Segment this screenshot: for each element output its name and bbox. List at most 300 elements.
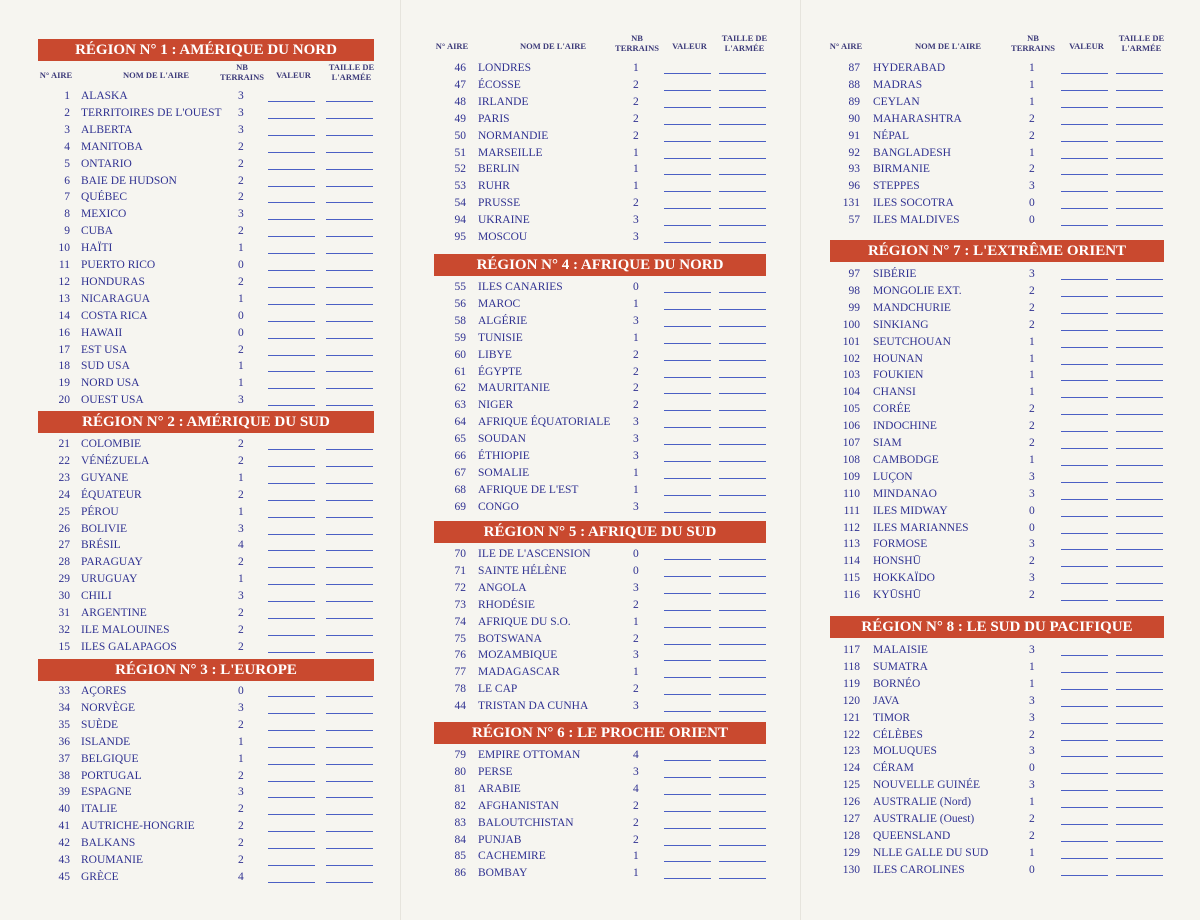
valeur-blank[interactable] (1061, 533, 1108, 534)
area-name: ILES CANARIES (478, 281, 563, 293)
area-name: HYDERABAD (873, 62, 946, 74)
terrain-count: 2 (633, 95, 639, 108)
area-name: MAURITANIE (478, 382, 550, 395)
area-number: 20 (58, 394, 70, 407)
terrain-count: 1 (1029, 453, 1035, 466)
area-name: UKRAINE (478, 214, 530, 227)
terrain-count: 1 (633, 297, 639, 310)
valeur-blank[interactable] (1061, 465, 1108, 466)
taille-armee-blank[interactable] (719, 627, 766, 628)
area-name: HOUNAN (873, 352, 923, 365)
terrain-count: 1 (1029, 677, 1035, 690)
area-number: 84 (454, 833, 466, 846)
terrain-count: 2 (633, 598, 639, 611)
area-number: 122 (842, 728, 860, 741)
terrain-count: 1 (1029, 386, 1035, 399)
area-name: BERLIN (478, 163, 520, 176)
taille-armee-blank[interactable] (1116, 414, 1163, 415)
area-number: 2 (64, 106, 70, 119)
area-row (0, 60, 1200, 77)
taille-armee-blank[interactable] (1116, 330, 1163, 331)
valeur-blank[interactable] (1061, 790, 1108, 791)
area-number: 118 (843, 660, 860, 673)
valeur-blank[interactable] (1061, 158, 1108, 159)
terrain-count: 3 (633, 649, 639, 662)
terrain-count: 2 (238, 174, 244, 187)
terrain-count: 1 (1029, 62, 1035, 74)
terrain-count: 1 (238, 292, 244, 305)
area-name: ILE MALOUINES (81, 623, 170, 636)
area-name: COLOMBIE (81, 438, 142, 450)
area-name: MARSEILLE (478, 146, 543, 159)
area-name: BELGIQUE (81, 752, 139, 765)
area-number: 30 (58, 590, 70, 603)
terrain-count: 1 (633, 180, 639, 193)
valeur-blank[interactable] (1061, 380, 1108, 381)
area-number: 35 (58, 718, 70, 731)
area-name: BOTSWANA (478, 632, 542, 645)
terrain-count: 1 (1029, 146, 1035, 159)
area-number: 63 (454, 399, 466, 412)
taille-armee-blank[interactable] (326, 253, 373, 254)
terrain-count: 2 (238, 803, 244, 816)
terrain-count: 4 (238, 539, 244, 552)
area-name: MAROC (478, 297, 521, 310)
area-row (0, 500, 1200, 520)
area-number: 19 (58, 377, 70, 390)
area-name: ILES GALAPAGOS (81, 640, 177, 653)
area-name: ROUMANIE (81, 854, 143, 866)
taille-armee-blank[interactable] (1116, 347, 1163, 348)
valeur-blank[interactable] (1061, 414, 1108, 415)
terrain-count: 4 (238, 870, 244, 883)
area-name: AFRIQUE DE L'EST (478, 483, 579, 496)
valeur-blank[interactable] (1061, 296, 1108, 297)
area-name: MANDCHURIE (873, 301, 951, 314)
area-name: CACHEMIRE (478, 850, 546, 863)
valeur-blank[interactable] (1061, 347, 1108, 348)
terrain-count: 2 (238, 438, 244, 450)
valeur-blank[interactable] (1061, 73, 1108, 74)
terrain-count: 2 (238, 769, 244, 782)
taille-armee-blank[interactable] (1116, 875, 1163, 876)
area-name: NÉPAL (873, 129, 909, 142)
header-taille: TAILLE DE L'ARMÉE (1118, 33, 1165, 53)
valeur-blank[interactable] (1061, 583, 1108, 584)
taille-armee-blank[interactable] (1116, 296, 1163, 297)
terrain-count: 1 (633, 331, 639, 344)
area-row (0, 520, 1200, 537)
area-number: 129 (842, 846, 860, 859)
area-row (0, 659, 1200, 679)
valeur-blank[interactable] (1061, 841, 1108, 842)
valeur-blank[interactable] (1061, 174, 1108, 175)
area-name: PARIS (478, 112, 510, 125)
area-number: 61 (454, 365, 466, 378)
area-number: 60 (454, 348, 466, 361)
taille-armee-blank[interactable] (1116, 740, 1163, 741)
header-name: NOM DE L'AIRE (914, 41, 982, 51)
taille-armee-blank[interactable] (1116, 124, 1163, 125)
taille-armee-blank[interactable] (1116, 174, 1163, 175)
area-name: SUMATRA (873, 660, 928, 673)
area-number: 21 (58, 438, 70, 450)
taille-armee-blank[interactable] (1116, 225, 1163, 226)
area-name: CUBA (81, 225, 113, 238)
taille-armee-blank[interactable] (1116, 431, 1163, 432)
valeur-blank[interactable] (664, 627, 711, 628)
terrain-count: 0 (1029, 197, 1035, 210)
valeur-blank[interactable] (1061, 858, 1108, 859)
terrain-count: 1 (1029, 660, 1035, 673)
area-number: 124 (842, 762, 860, 775)
area-name: URUGUAY (81, 573, 138, 586)
area-name: RHODÉSIE (478, 598, 535, 611)
area-row (0, 570, 1200, 587)
terrain-count: 1 (633, 62, 639, 74)
terrain-count: 2 (1029, 403, 1035, 416)
terrain-count: 3 (1029, 268, 1035, 280)
terrain-count: 3 (238, 590, 244, 603)
terrain-count: 2 (633, 683, 639, 696)
valeur-blank[interactable] (1061, 90, 1108, 91)
valeur-blank[interactable] (1061, 330, 1108, 331)
area-number: 9 (64, 225, 70, 238)
taille-armee-blank[interactable] (1116, 73, 1163, 74)
taille-armee-blank[interactable] (1116, 790, 1163, 791)
valeur-blank[interactable] (1061, 566, 1108, 567)
terrain-count: 3 (633, 700, 639, 713)
area-name: SEUTCHOUAN (873, 335, 951, 348)
taille-armee-blank[interactable] (1116, 158, 1163, 159)
taille-armee-blank[interactable] (1116, 807, 1163, 808)
terrain-count: 0 (1029, 214, 1035, 227)
valeur-blank[interactable] (1061, 107, 1108, 108)
area-number: 91 (848, 129, 860, 142)
valeur-blank[interactable] (1061, 482, 1108, 483)
valeur-blank[interactable] (1061, 431, 1108, 432)
taille-armee-blank[interactable] (719, 610, 766, 611)
area-name: MADAGASCAR (478, 666, 560, 679)
area-number: 25 (58, 505, 70, 518)
taille-armee-blank[interactable] (1116, 566, 1163, 567)
header-name: NOM DE L'AIRE (519, 41, 587, 51)
area-row (0, 178, 1200, 195)
area-name: ARABIE (478, 782, 521, 795)
taille-armee-blank[interactable] (1116, 448, 1163, 449)
area-number: 13 (58, 292, 70, 305)
taille-armee-blank[interactable] (1116, 141, 1163, 142)
area-name: AUSTRALIE (Nord) (873, 796, 972, 809)
region-banner: RÉGION N° 1 : AMÉRIQUE DU NORD (38, 39, 374, 61)
area-number: 77 (454, 666, 466, 679)
header-nb: NB TERRAINS (615, 33, 659, 53)
taille-armee-blank[interactable] (719, 242, 766, 243)
terrain-count: 2 (238, 623, 244, 636)
area-name: ÉGYPTE (478, 365, 523, 378)
valeur-blank[interactable] (1061, 824, 1108, 825)
area-name: SINKIANG (873, 318, 929, 331)
terrain-count: 1 (1029, 369, 1035, 382)
terrain-count: 1 (633, 615, 639, 628)
valeur-blank[interactable] (1061, 364, 1108, 365)
area-row (0, 266, 1200, 283)
terrain-count: 2 (238, 718, 244, 731)
taille-armee-blank[interactable] (1116, 313, 1163, 314)
valeur-blank[interactable] (1061, 191, 1108, 192)
area-name: MOLUQUES (873, 745, 937, 758)
valeur-blank[interactable] (1061, 448, 1108, 449)
terrain-count: 3 (1029, 180, 1035, 193)
area-name: NIGER (478, 399, 514, 412)
area-number: 29 (58, 573, 70, 586)
header-nb: NB TERRAINS (1011, 33, 1055, 53)
taille-armee-blank[interactable] (1116, 549, 1163, 550)
terrain-count: 3 (1029, 487, 1035, 500)
terrain-count: 1 (633, 850, 639, 863)
taille-armee-blank[interactable] (1116, 858, 1163, 859)
terrain-count: 3 (238, 394, 244, 407)
valeur-blank[interactable] (1061, 689, 1108, 690)
area-number: 116 (843, 589, 860, 602)
terrain-count: 3 (633, 433, 639, 446)
area-row (0, 367, 1200, 384)
area-number: 12 (58, 275, 70, 288)
area-name: QUEENSLAND (873, 829, 951, 842)
area-name: CHILI (81, 590, 112, 603)
terrain-count: 2 (633, 833, 639, 846)
area-row (0, 111, 1200, 128)
area-number: 18 (58, 360, 70, 373)
area-name: PÉROU (81, 505, 119, 518)
area-name: BOLIVIE (81, 522, 127, 535)
area-number: 36 (58, 735, 70, 748)
terrain-count: 3 (238, 106, 244, 119)
area-name: ILES MIDWAY (873, 504, 948, 517)
area-name: MONGOLIE EXT. (873, 284, 962, 297)
terrain-count: 1 (1029, 352, 1035, 365)
valeur-blank[interactable] (1061, 549, 1108, 550)
terrain-count: 2 (1029, 437, 1035, 449)
terrain-count: 2 (238, 140, 244, 153)
valeur-blank[interactable] (664, 610, 711, 611)
area-number: 45 (58, 870, 70, 883)
area-number: 6 (64, 174, 70, 187)
taille-armee-blank[interactable] (1116, 482, 1163, 483)
taille-armee-blank[interactable] (1116, 499, 1163, 500)
valeur-blank[interactable] (1061, 740, 1108, 741)
area-number: 127 (842, 813, 860, 825)
taille-armee-blank[interactable] (1116, 380, 1163, 381)
area-number: 62 (454, 382, 466, 395)
taille-armee-blank[interactable] (1116, 841, 1163, 842)
area-name: VÉNÉZUELA (81, 454, 150, 467)
area-number: 37 (58, 752, 70, 765)
area-row (0, 828, 1200, 845)
area-name: HONDURAS (81, 275, 145, 288)
area-name: CORÉE (873, 403, 911, 416)
valeur-blank[interactable] (1061, 807, 1108, 808)
area-row (0, 435, 1200, 452)
area-name: PORTUGAL (81, 769, 142, 782)
area-number: 114 (843, 555, 860, 568)
region-banner: RÉGION N° 5 : AFRIQUE DU SUD (434, 521, 766, 543)
area-number: 3 (64, 123, 70, 136)
terrain-count: 2 (238, 225, 244, 238)
area-name: BANGLADESH (873, 146, 951, 159)
valeur-blank[interactable] (1061, 124, 1108, 125)
area-name: TIMOR (873, 711, 911, 724)
terrain-count: 0 (1029, 863, 1035, 876)
area-number: 87 (848, 62, 860, 74)
area-name: MANITOBA (81, 140, 143, 153)
region-banner: RÉGION N° 6 : LE PROCHE ORIENT (434, 722, 766, 744)
terrain-count: 3 (633, 450, 639, 462)
area-name: FORMOSE (873, 538, 928, 551)
terrain-count: 2 (238, 837, 244, 850)
area-row (0, 587, 1200, 604)
area-number: 49 (454, 112, 466, 125)
area-number: 1 (64, 90, 70, 102)
taille-armee-blank[interactable] (1116, 824, 1163, 825)
terrain-count: 2 (1029, 555, 1035, 568)
area-row (0, 77, 1200, 94)
taille-armee-blank[interactable] (1116, 279, 1163, 280)
area-row (0, 145, 1200, 162)
area-name: FOUKIEN (873, 369, 924, 382)
header-num: N° AIRE (39, 70, 73, 80)
area-name: ALGÉRIE (478, 314, 528, 327)
valeur-blank[interactable] (1061, 279, 1108, 280)
terrain-count: 2 (1029, 112, 1035, 125)
terrain-count: 3 (1029, 694, 1035, 707)
valeur-blank[interactable] (1061, 313, 1108, 314)
area-name: CÉLÈBES (873, 728, 923, 741)
taille-armee-blank[interactable] (1116, 723, 1163, 724)
area-number: 107 (842, 437, 860, 449)
terrain-count: 1 (238, 471, 244, 484)
terrain-count: 1 (1029, 796, 1035, 809)
terrain-count: 0 (633, 548, 639, 560)
area-number: 74 (454, 615, 466, 628)
area-name: ISLANDE (81, 735, 131, 748)
valeur-blank[interactable] (1061, 208, 1108, 209)
valeur-blank[interactable] (1061, 756, 1108, 757)
valeur-blank[interactable] (1061, 655, 1108, 656)
area-number: 130 (842, 863, 860, 876)
valeur-blank[interactable] (1061, 141, 1108, 142)
taille-armee-blank[interactable] (1116, 107, 1163, 108)
taille-armee-blank[interactable] (1116, 583, 1163, 584)
terrain-count: 1 (238, 505, 244, 518)
area-name: LE CAP (478, 683, 518, 696)
area-name: HAWAII (81, 326, 123, 339)
taille-armee-blank[interactable] (1116, 191, 1163, 192)
area-name: SIAM (873, 437, 902, 449)
taille-armee-blank[interactable] (1116, 397, 1163, 398)
terrain-count: 1 (633, 666, 639, 679)
area-name: ALBERTA (81, 123, 133, 136)
area-number: 101 (842, 335, 860, 348)
area-name: ANGOLA (478, 581, 527, 594)
taille-armee-blank[interactable] (1116, 756, 1163, 757)
valeur-blank[interactable] (1061, 723, 1108, 724)
valeur-blank[interactable] (1061, 225, 1108, 226)
area-number: 103 (842, 369, 860, 382)
area-name: AFRIQUE DU S.O. (478, 615, 571, 628)
taille-armee-blank[interactable] (1116, 90, 1163, 91)
valeur-blank[interactable] (1061, 516, 1108, 517)
area-number: 22 (58, 454, 70, 467)
area-name: SIBÉRIE (873, 268, 917, 280)
valeur-blank[interactable] (1061, 397, 1108, 398)
valeur-blank[interactable] (1061, 773, 1108, 774)
region-banner: RÉGION N° 2 : AMÉRIQUE DU SUD (38, 411, 374, 433)
terrain-count: 2 (238, 275, 244, 288)
taille-armee-blank[interactable] (1116, 600, 1163, 601)
terrain-count: 1 (633, 867, 639, 880)
area-number: 68 (454, 483, 466, 496)
area-name: ILES CAROLINES (873, 863, 965, 876)
area-number: 125 (842, 779, 860, 792)
area-number: 44 (454, 700, 466, 713)
area-number: 131 (842, 197, 860, 210)
valeur-blank[interactable] (1061, 875, 1108, 876)
taille-armee-blank[interactable] (1116, 516, 1163, 517)
header-valeur: VALEUR (1069, 41, 1104, 51)
taille-armee-blank[interactable] (1116, 672, 1163, 673)
area-row (0, 212, 1200, 229)
taille-armee-blank[interactable] (1116, 533, 1163, 534)
area-row (0, 642, 1200, 662)
taille-armee-blank[interactable] (1116, 208, 1163, 209)
area-row (0, 384, 1200, 401)
valeur-blank[interactable] (1061, 706, 1108, 707)
valeur-blank[interactable] (664, 242, 711, 243)
taille-armee-blank[interactable] (1116, 465, 1163, 466)
terrain-count: 1 (238, 360, 244, 373)
valeur-blank[interactable] (268, 253, 315, 254)
area-name: MAHARASHTRA (873, 112, 962, 125)
terrain-count: 3 (633, 231, 639, 243)
terrain-count: 2 (238, 454, 244, 467)
area-name: NORMANDIE (478, 129, 549, 142)
area-name: JAVA (873, 694, 900, 707)
area-name: CAMBODGE (873, 453, 939, 466)
valeur-blank[interactable] (1061, 499, 1108, 500)
taille-armee-blank[interactable] (1116, 689, 1163, 690)
valeur-blank[interactable] (1061, 672, 1108, 673)
taille-armee-blank[interactable] (1116, 706, 1163, 707)
terrain-count: 3 (1029, 745, 1035, 758)
area-number: 72 (454, 581, 466, 594)
area-name: ILE DE L'ASCENSION (478, 548, 591, 560)
area-name: MALAISIE (873, 644, 928, 656)
valeur-blank[interactable] (1061, 600, 1108, 601)
area-row (0, 553, 1200, 570)
area-number: 10 (58, 242, 70, 255)
area-number: 67 (454, 466, 466, 479)
taille-armee-blank[interactable] (1116, 655, 1163, 656)
area-name: PUNJAB (478, 833, 522, 846)
area-number: 14 (58, 309, 70, 322)
area-name: OUEST USA (81, 394, 144, 407)
area-name: ÉCOSSE (478, 78, 521, 91)
taille-armee-blank[interactable] (1116, 364, 1163, 365)
terrain-count: 2 (238, 157, 244, 170)
terrain-count: 3 (633, 214, 639, 227)
taille-armee-blank[interactable] (1116, 773, 1163, 774)
